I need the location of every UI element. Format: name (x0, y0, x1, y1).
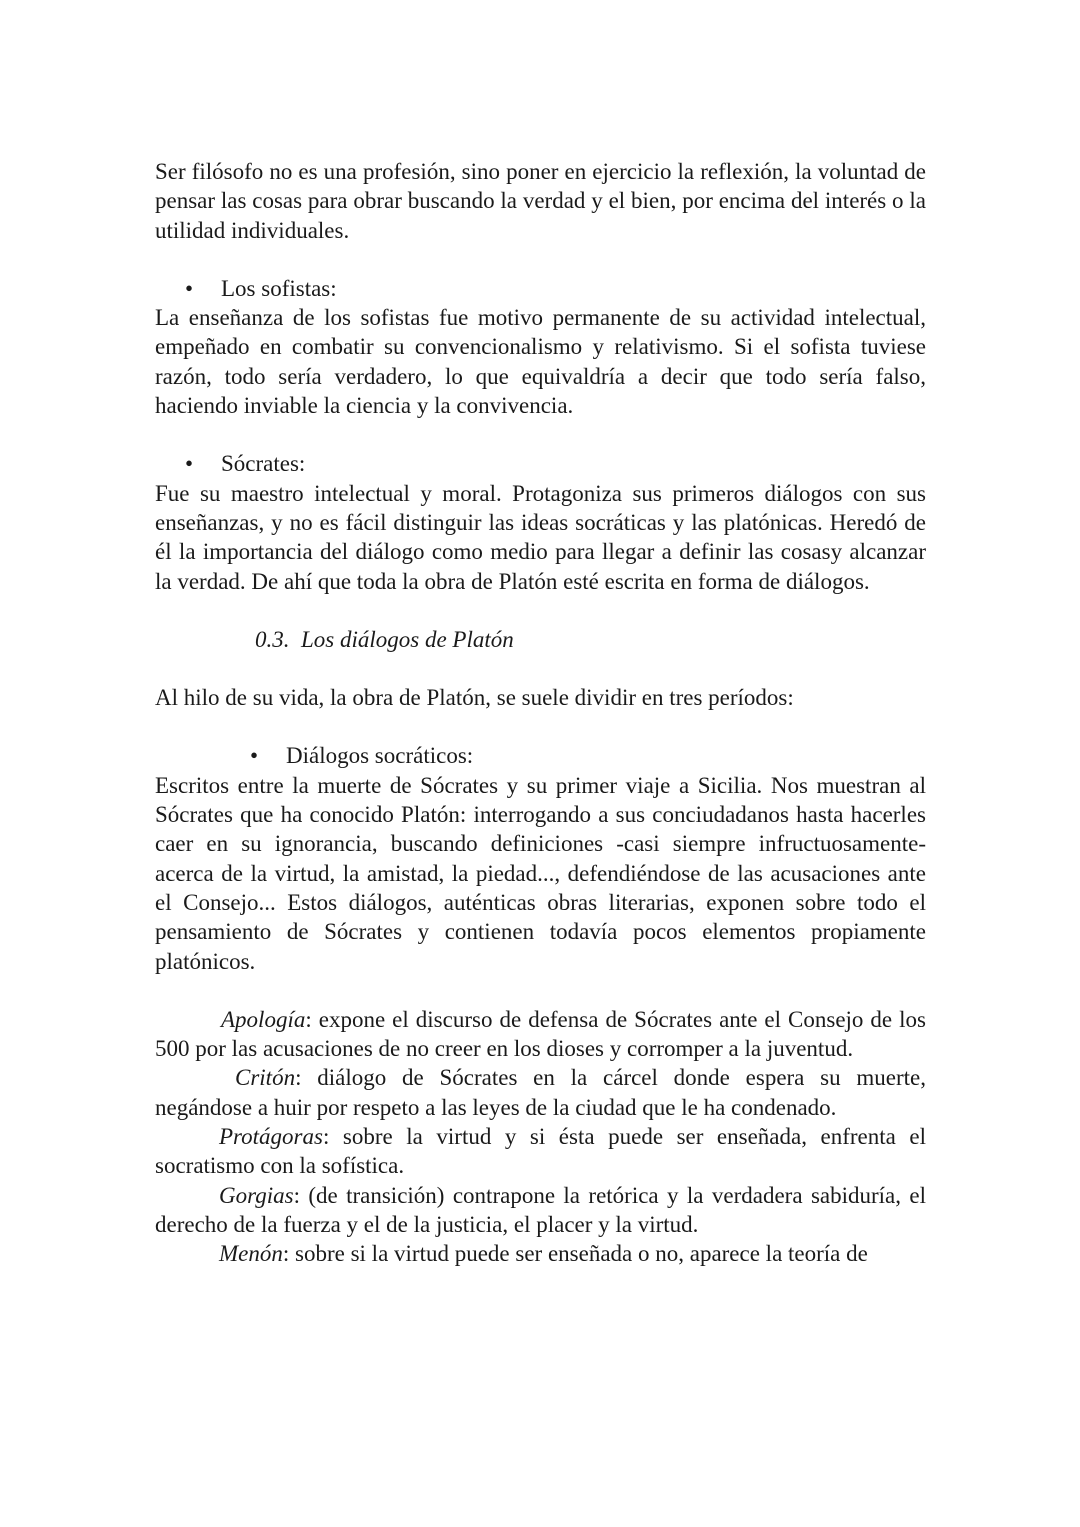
work-name: Apología (221, 1006, 306, 1032)
section-heading (155, 625, 926, 654)
bullet-sofistas (155, 274, 926, 303)
section-number: 0.3. (255, 626, 290, 652)
periods-intro: Al hilo de su vida, la obra de Platón, se suele dividir en tres períodos: (155, 685, 794, 711)
work-item (155, 1005, 926, 1064)
socrates-paragraph: Fue su maestro intelectual y moral. Protagoniza sus primeros diálogos con sus enseñanzas, y no es fácil distinguir las ideas socráticas y las platónicas. Heredó de él la importancia del diálogo como medio para llegar a definir las cosasy alcanzar la verdad. De ahí que toda la obra de Platón esté escrita en forma de diálogos. (155, 480, 926, 594)
work-desc: : diálogo de Sócrates en la cárcel donde espera su muerte, negándose a huir por respeto a las leyes de la ciudad que le ha condenado. (155, 1065, 926, 1120)
work-name: Gorgias (219, 1182, 294, 1208)
section-title: Los diálogos de Platón (301, 626, 514, 652)
work-desc: : sobre la virtud y si ésta puede ser enseñada, enfrenta el socratismo con la sofística. (155, 1124, 926, 1179)
work-desc: : (de transición) contrapone la retórica y la verdadera sabiduría, el derecho de la fuerza y el de la justicia, el placer y la virtud. (155, 1182, 926, 1237)
works-list (155, 1005, 926, 1269)
bullet-title-sofistas: Los sofistas: (221, 275, 337, 301)
work-item (155, 1063, 926, 1122)
work-desc: : expone el discurso de defensa de Sócrates ante el Consejo de los 500 por las acusaciones de no creer en los dioses y corromper a la juventud. (155, 1006, 926, 1062)
work-name: Critón (235, 1065, 296, 1091)
work-desc: : sobre si la virtud puede ser enseñada o no, aparece la teoría de (282, 1241, 868, 1267)
bullet-icon: • (185, 451, 194, 477)
bullet-title-socraticos: Diálogos socráticos: (286, 743, 474, 769)
bullet-title-socrates: Sócrates: (221, 451, 306, 477)
work-item (155, 1239, 926, 1268)
bullet-icon: • (250, 743, 259, 769)
work-item (155, 1122, 926, 1181)
socraticos-paragraph: Escritos entre la muerte de Sócrates y su primer viaje a Sicilia. Nos muestran al Sócrates que ha conocido Platón: interrogando a sus conciudadanos hasta hacerles caer en su ignorancia, buscando definiciones -casi siempre infructuosamente- acerca de la virtud, la amistad, la piedad..., defendiéndose de las acusaciones ante el Consejo... Estos diálogos, auténticas obras literarias, exponen sobre todo el pensamiento de Sócrates y contienen todavía pocos elementos propiamente platónicos. (155, 772, 926, 974)
bullet-icon: • (185, 275, 194, 301)
work-name: Menón (219, 1241, 283, 1267)
sofistas-paragraph: La enseñanza de los sofistas fue motivo permanente de su actividad intelectual, empeñado en combatir su convencionalismo y relativismo. Si el sofista tuviese razón, todo sería verdadero, lo que equivaldría a decir que todo sería falso, haciendo inviable la ciencia y la convivencia. (155, 305, 926, 419)
bullet-socraticos (155, 741, 926, 770)
intro-paragraph: Ser filósofo no es una profesión, sino poner en ejercicio la reflexión, la voluntad de pensar las cosas para obrar buscando la verdad y el bien, por encima del interés o la utilidad individuales. (155, 159, 926, 243)
document-page (155, 157, 926, 1269)
work-item (155, 1181, 926, 1240)
work-name: Protágoras (219, 1124, 323, 1150)
bullet-socrates (155, 449, 926, 478)
